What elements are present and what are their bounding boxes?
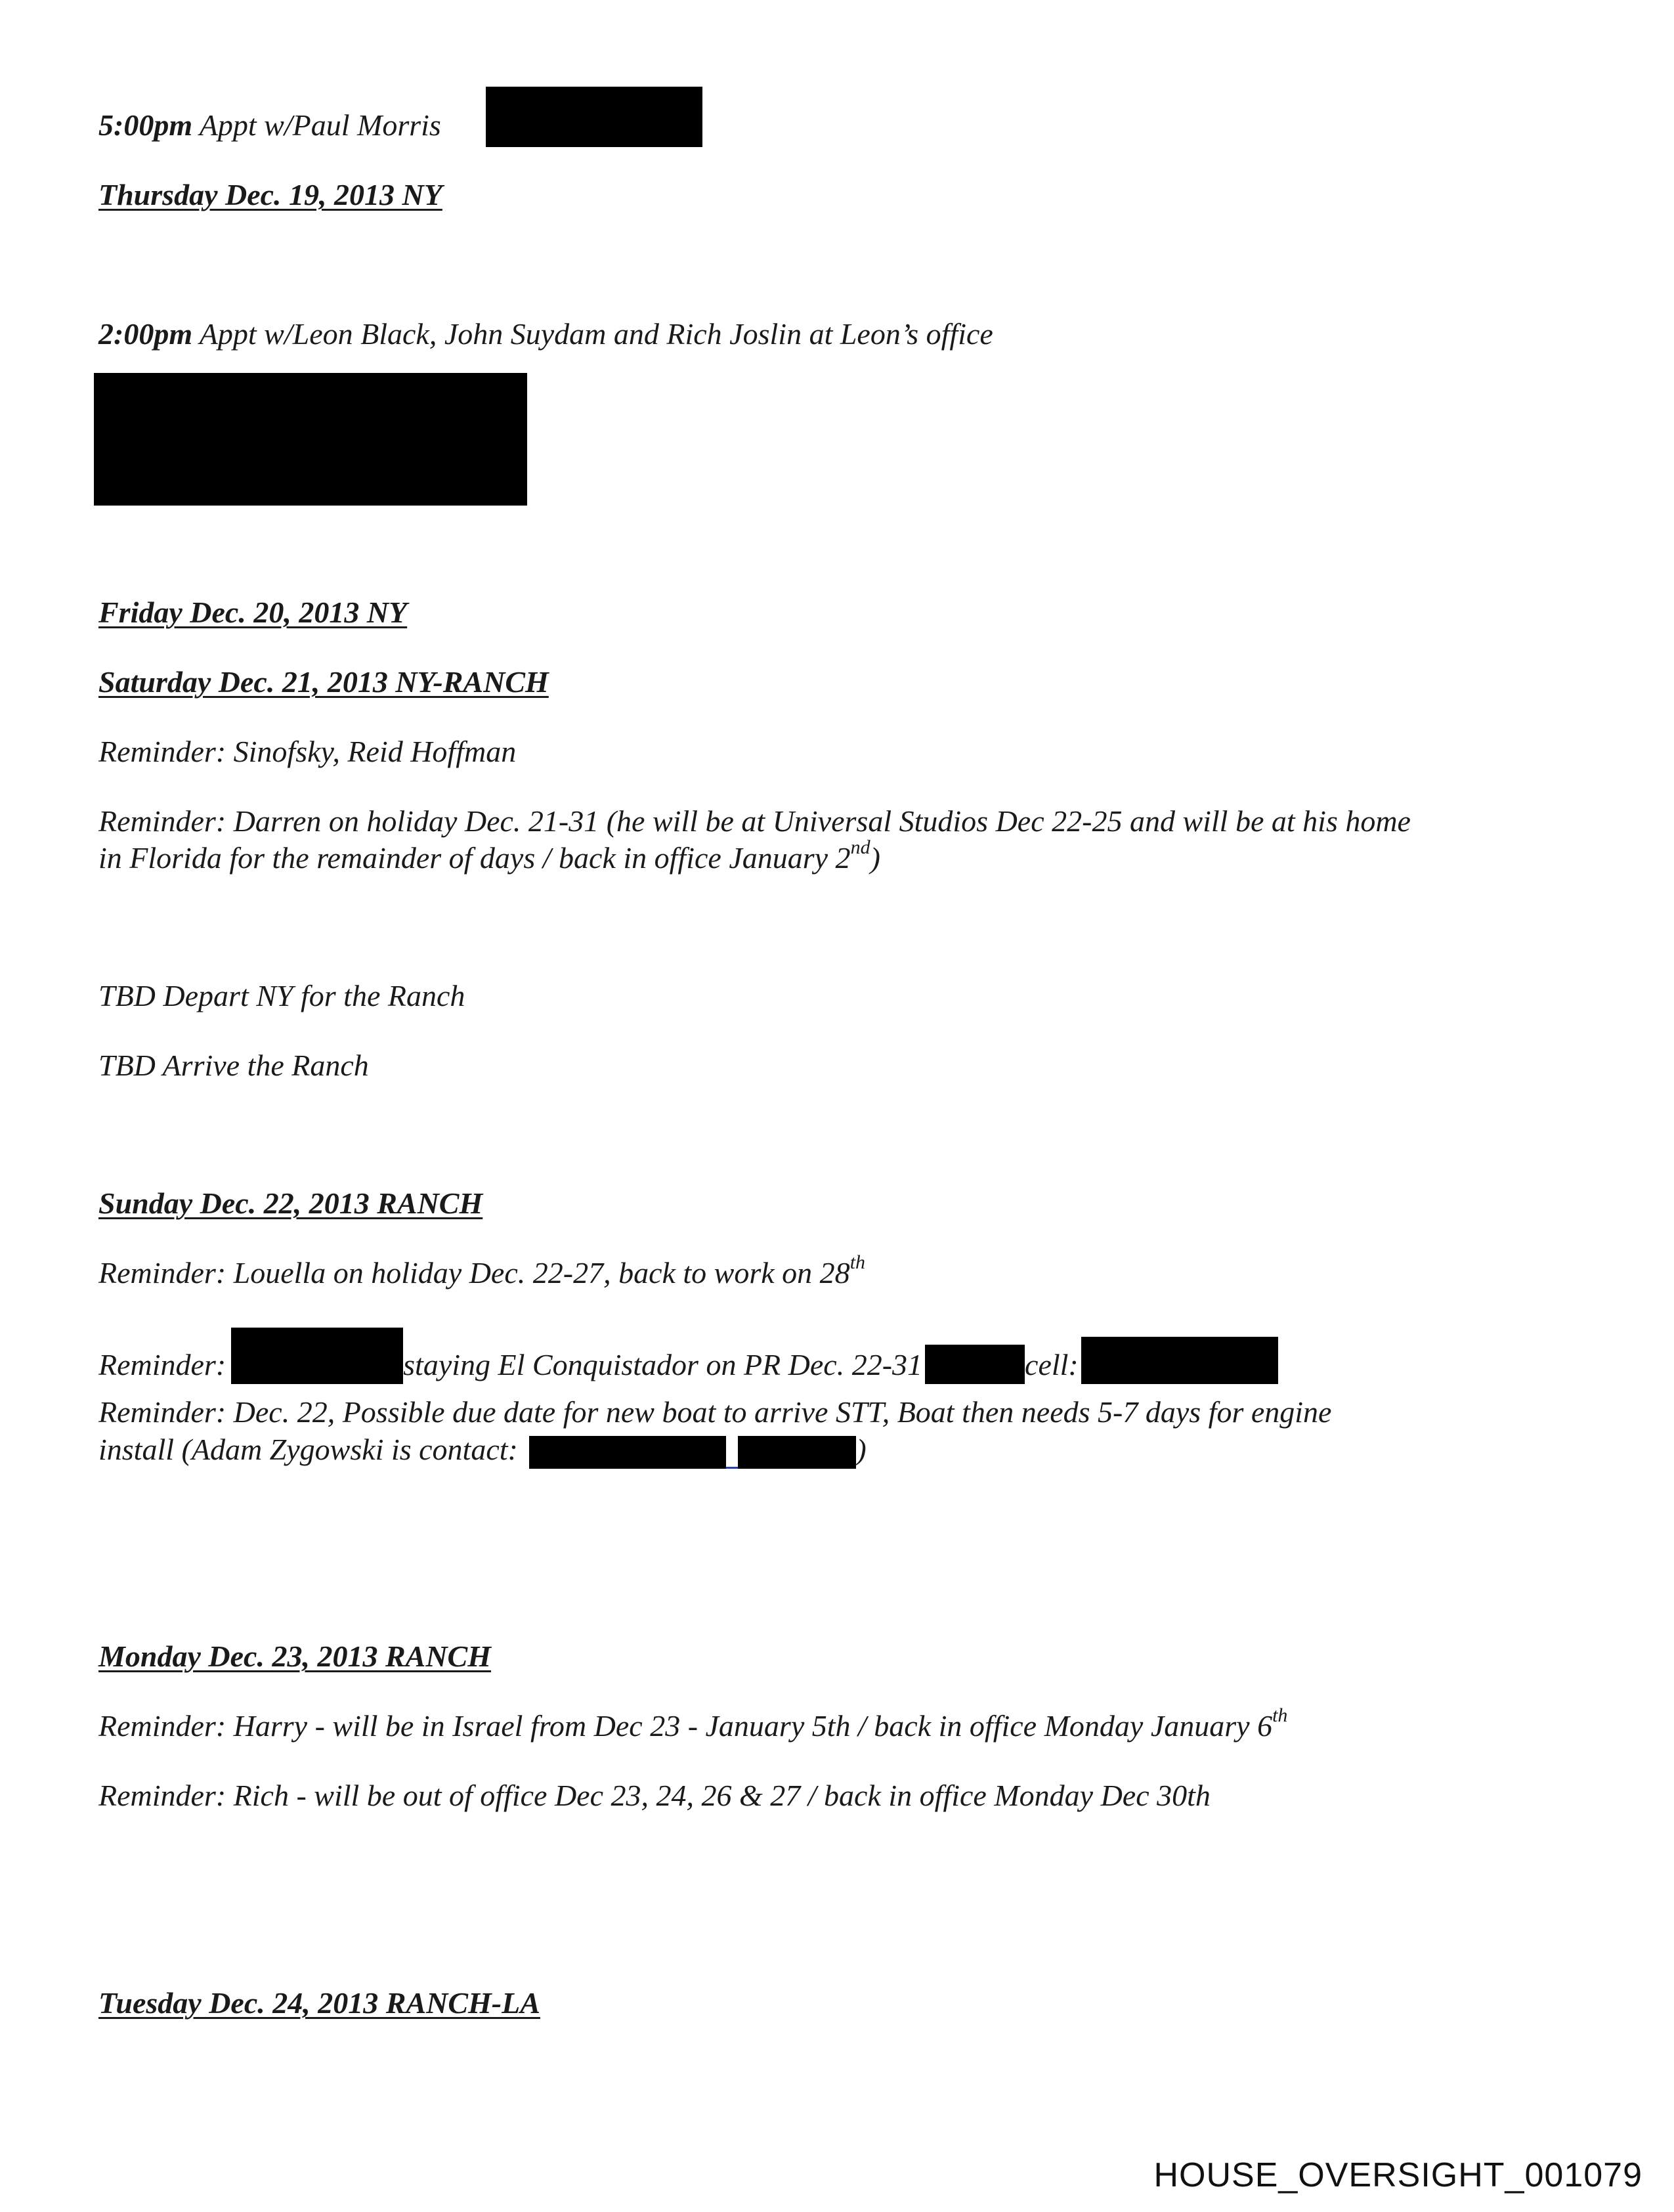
reminder-louella bbox=[98, 1251, 866, 1290]
reminder-label: Reminder: bbox=[98, 1348, 226, 1381]
redaction-box bbox=[1081, 1337, 1278, 1384]
appointment-leon-black bbox=[98, 319, 993, 349]
redaction-box bbox=[529, 1436, 726, 1469]
bates-number: HOUSE_OVERSIGHT_001079 bbox=[1153, 2156, 1642, 2194]
reminder-louella-text: Reminder: Louella on holiday Dec. 22-27, back to work on 28 bbox=[98, 1256, 850, 1290]
date-header-monday: Monday Dec. 23, 2013 RANCH bbox=[98, 1639, 491, 1673]
date-header-friday: Friday Dec. 20, 2013 NY bbox=[98, 596, 408, 629]
appointment-text: Appt w/Leon Black, John Suydam and Rich Joslin at Leon’s office bbox=[199, 317, 993, 351]
tbd-arrive: TBD Arrive the Ranch bbox=[98, 1049, 369, 1082]
closing-paren: ) bbox=[870, 841, 880, 875]
appointment-text: Appt w/Paul Morris bbox=[199, 108, 441, 142]
reminder-rich: Reminder: Rich - will be out of office Dec 23, 24, 26 & 27 / back in office Monday Dec 30th bbox=[98, 1779, 1211, 1812]
reminder-boat-line1: Reminder: Dec. 22, Possible due date for new boat to arrive STT, Boat then needs 5-7 days for engine bbox=[98, 1395, 1332, 1429]
superscript: th bbox=[849, 1251, 866, 1273]
reminder-harry bbox=[98, 1704, 1288, 1743]
reminder-el-conquistador bbox=[98, 1328, 1278, 1384]
reminder-darren-line2 bbox=[98, 836, 880, 875]
date-header-thursday: Thursday Dec. 19, 2013 NY bbox=[98, 178, 442, 211]
appointment-time: 2:00pm bbox=[98, 317, 193, 351]
redaction-box bbox=[925, 1345, 1025, 1384]
reminder-darren-text: in Florida for the remainder of days / back in office January 2 bbox=[98, 841, 851, 875]
date-header-tuesday: Tuesday Dec. 24, 2013 RANCH-LA bbox=[98, 1986, 540, 2020]
reminder-boat-line2 bbox=[98, 1434, 867, 1469]
redaction-box bbox=[231, 1328, 403, 1384]
closing-paren: ) bbox=[856, 1433, 867, 1466]
redacted-email-link[interactable] bbox=[726, 1434, 738, 1469]
superscript: th bbox=[1272, 1704, 1288, 1726]
tbd-depart: TBD Depart NY for the Ranch bbox=[98, 979, 465, 1012]
cell-label: cell: bbox=[1025, 1348, 1079, 1381]
appointment-paul-morris bbox=[98, 110, 441, 141]
redaction-box bbox=[486, 87, 702, 147]
redaction-box bbox=[94, 373, 527, 506]
reminder-darren-line1: Reminder: Darren on holiday Dec. 21-31 (he will be at Universal Studios Dec 22-25 and will be at his home bbox=[98, 804, 1411, 838]
date-header-sunday: Sunday Dec. 22, 2013 RANCH bbox=[98, 1186, 483, 1220]
superscript: nd bbox=[850, 836, 870, 858]
reminder-pr-text: staying El Conquistador on PR Dec. 22-31 bbox=[403, 1348, 923, 1381]
reminder-sinofsky: Reminder: Sinofsky, Reid Hoffman bbox=[98, 735, 517, 768]
appointment-time: 5:00pm bbox=[98, 108, 193, 142]
redaction-box bbox=[738, 1436, 856, 1469]
reminder-harry-text: Reminder: Harry - will be in Israel from Dec 23 - January 5th / back in office Monday January 6 bbox=[98, 1709, 1273, 1743]
reminder-boat-text: install (Adam Zygowski is contact: bbox=[98, 1433, 518, 1466]
date-header-saturday: Saturday Dec. 21, 2013 NY-RANCH bbox=[98, 665, 549, 699]
